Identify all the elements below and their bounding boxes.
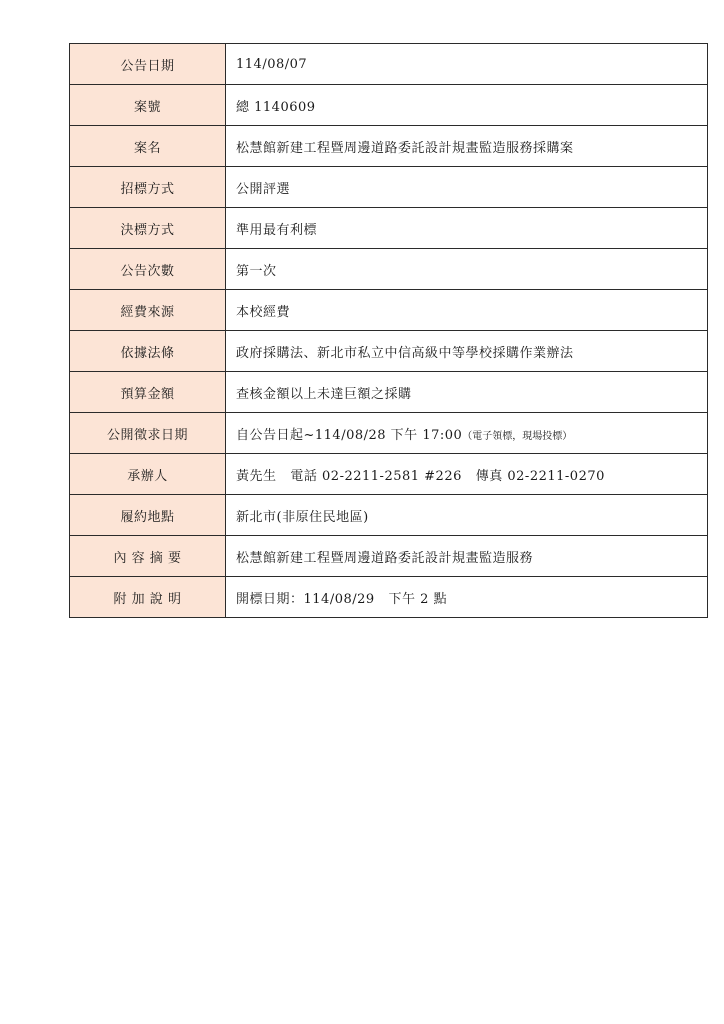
- solicitation-period-label: 公開徵求日期: [70, 413, 226, 454]
- row-solicitation-period: [70, 413, 708, 454]
- row-contact-person: [70, 454, 708, 495]
- row-case-number: [70, 85, 708, 126]
- case-name-value: 松慧館新建工程暨周邊道路委託設計規畫監造服務採購案: [226, 126, 708, 167]
- tender-method-value: 公開評選: [226, 167, 708, 208]
- row-performance-location: [70, 495, 708, 536]
- row-case-name: [70, 126, 708, 167]
- contact-person-value: 黃先生 電話 02-2211-2581 #226 傳真 02-2211-0270: [226, 454, 708, 495]
- row-tender-method: [70, 167, 708, 208]
- additional-notes-label: 附 加 說 明: [70, 577, 226, 618]
- solicitation-period-note: （電子領標，現場投標）: [462, 430, 573, 442]
- additional-notes-value: 開標日期：114/08/29 下午 2 點: [226, 577, 708, 618]
- row-content-summary: [70, 536, 708, 577]
- row-award-method: [70, 208, 708, 249]
- award-method-value: 準用最有利標: [226, 208, 708, 249]
- legal-basis-label: 依據法條: [70, 331, 226, 372]
- award-method-label: 決標方式: [70, 208, 226, 249]
- tender-method-label: 招標方式: [70, 167, 226, 208]
- performance-location-label: 履約地點: [70, 495, 226, 536]
- case-name-label: 案名: [70, 126, 226, 167]
- row-funding-source: [70, 290, 708, 331]
- announcement-table: [69, 43, 708, 618]
- contact-person-label: 承辦人: [70, 454, 226, 495]
- budget-amount-label: 預算金額: [70, 372, 226, 413]
- announcement-count-label: 公告次數: [70, 249, 226, 290]
- announcement-count-value: 第一次: [226, 249, 708, 290]
- row-additional-notes: [70, 577, 708, 618]
- row-budget-amount: [70, 372, 708, 413]
- row-announcement-date: [70, 44, 708, 85]
- case-number-label: 案號: [70, 85, 226, 126]
- performance-location-value: 新北市(非原住民地區): [226, 495, 708, 536]
- legal-basis-value: 政府採購法、新北市私立中信高級中等學校採購作業辦法: [226, 331, 708, 372]
- content-summary-label: 內 容 摘 要: [70, 536, 226, 577]
- case-number-value: 總 1140609: [226, 85, 708, 126]
- solicitation-period-cell: [226, 413, 708, 454]
- funding-source-value: 本校經費: [226, 290, 708, 331]
- row-announcement-count: [70, 249, 708, 290]
- solicitation-period-value: 自公告日起~114/08/28 下午 17:00: [236, 427, 463, 443]
- row-legal-basis: [70, 331, 708, 372]
- announcement-date-value: 114/08/07: [226, 44, 708, 85]
- announcement-date-label: 公告日期: [70, 44, 226, 85]
- content-summary-value: 松慧館新建工程暨周邊道路委託設計規畫監造服務: [226, 536, 708, 577]
- budget-amount-value: 查核金額以上未達巨額之採購: [226, 372, 708, 413]
- funding-source-label: 經費來源: [70, 290, 226, 331]
